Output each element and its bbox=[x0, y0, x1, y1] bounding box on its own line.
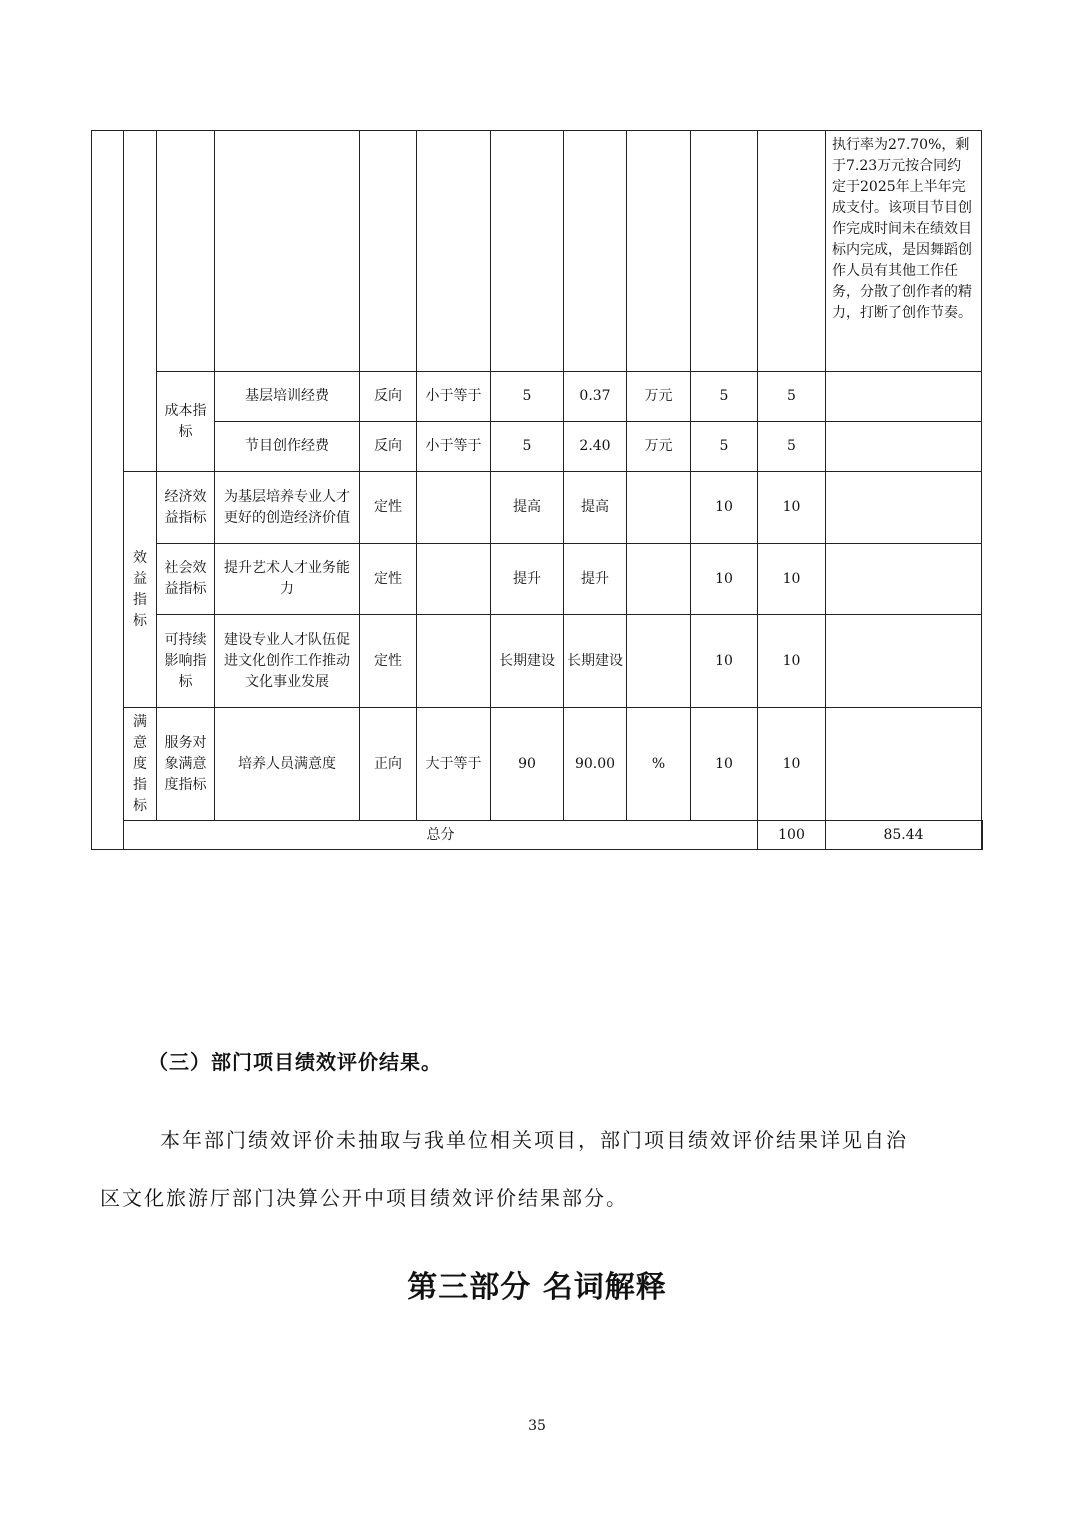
unit: % bbox=[627, 708, 691, 821]
sub-category: 服务对象满意度指标 bbox=[157, 708, 215, 821]
total-label: 总分 bbox=[124, 821, 758, 850]
weight: 5 bbox=[691, 422, 758, 472]
part-title: 第三部分 名词解释 bbox=[407, 1270, 667, 1305]
score: 5 bbox=[758, 422, 826, 472]
target-value: 5 bbox=[491, 422, 564, 472]
direction: 定性 bbox=[360, 615, 417, 708]
paragraph-line: 区文化旅游厅部门决算公开中项目绩效评价结果部分。 bbox=[100, 1186, 628, 1210]
table-row bbox=[92, 544, 983, 615]
weight: 10 bbox=[691, 544, 758, 615]
operator: 小于等于 bbox=[417, 422, 491, 472]
score: 10 bbox=[758, 544, 826, 615]
direction: 定性 bbox=[360, 544, 417, 615]
actual-value: 提高 bbox=[564, 472, 627, 544]
target-value: 提升 bbox=[491, 544, 564, 615]
table-cell bbox=[360, 131, 417, 372]
target-value: 长期建设 bbox=[491, 615, 564, 708]
direction: 反向 bbox=[360, 372, 417, 422]
actual-value: 2.40 bbox=[564, 422, 627, 472]
table-cell bbox=[826, 615, 982, 708]
weight: 10 bbox=[691, 708, 758, 821]
section-heading: （三）部门项目绩效评价结果。 bbox=[148, 1050, 442, 1074]
target-value: 90 bbox=[491, 708, 564, 821]
table-cell bbox=[758, 131, 826, 372]
unit: 万元 bbox=[627, 372, 691, 422]
target-value: 提高 bbox=[491, 472, 564, 544]
cost-category-cell: 成本指标 bbox=[157, 372, 215, 472]
indicator-name: 建设专业人才队伍促进文化创作工作推动文化事业发展 bbox=[215, 615, 360, 708]
total-weight: 100 bbox=[758, 821, 826, 850]
actual-value: 0.37 bbox=[564, 372, 627, 422]
satisfaction-category-cell: 满意度指标 bbox=[124, 708, 157, 821]
direction: 正向 bbox=[360, 708, 417, 821]
sub-category: 社会效益指标 bbox=[157, 544, 215, 615]
paragraph-line: 本年部门绩效评价未抽取与我单位相关项目，部门项目绩效评价结果详见自治 bbox=[160, 1128, 908, 1152]
table-row bbox=[92, 131, 983, 372]
operator bbox=[417, 615, 491, 708]
operator: 大于等于 bbox=[417, 708, 491, 821]
table-cell bbox=[215, 131, 360, 372]
explanation-note: 执行率为27.70%，剩于7.23万元按合同约定于2025年上半年完成支付。该项目节目创作完成时间未在绩效目标内完成，是因舞蹈创作人员有其他工作任务，分散了创作者的精力，打断了创作节奏。 bbox=[826, 131, 982, 372]
unit: 万元 bbox=[627, 422, 691, 472]
score: 10 bbox=[758, 615, 826, 708]
table-cell bbox=[124, 131, 157, 472]
actual-value: 90.00 bbox=[564, 708, 627, 821]
unit bbox=[627, 472, 691, 544]
weight: 10 bbox=[691, 472, 758, 544]
score: 10 bbox=[758, 708, 826, 821]
total-row bbox=[92, 821, 983, 850]
indicator-name: 为基层培养专业人才更好的创造经济价值 bbox=[215, 472, 360, 544]
table-cell bbox=[826, 422, 982, 472]
table-cell bbox=[982, 821, 983, 850]
score: 10 bbox=[758, 472, 826, 544]
actual-value: 提升 bbox=[564, 544, 627, 615]
performance-table bbox=[91, 130, 983, 850]
target-value: 5 bbox=[491, 372, 564, 422]
sub-category: 可持续影响指标 bbox=[157, 615, 215, 708]
table-row bbox=[92, 615, 983, 708]
table-cell bbox=[417, 131, 491, 372]
table-cell bbox=[92, 131, 124, 850]
table-cell bbox=[691, 131, 758, 372]
table-cell bbox=[627, 131, 691, 372]
table-row bbox=[92, 422, 983, 472]
table-cell bbox=[826, 708, 982, 821]
indicator-name: 节目创作经费 bbox=[215, 422, 360, 472]
direction: 定性 bbox=[360, 472, 417, 544]
unit bbox=[627, 544, 691, 615]
indicator-name: 培养人员满意度 bbox=[215, 708, 360, 821]
sub-category: 经济效益指标 bbox=[157, 472, 215, 544]
weight: 5 bbox=[691, 372, 758, 422]
table-cell bbox=[826, 472, 982, 544]
unit bbox=[627, 615, 691, 708]
score: 5 bbox=[758, 372, 826, 422]
operator: 小于等于 bbox=[417, 372, 491, 422]
direction: 反向 bbox=[360, 422, 417, 472]
table-cell bbox=[826, 372, 982, 422]
operator bbox=[417, 544, 491, 615]
table-row bbox=[92, 372, 983, 422]
table-cell bbox=[564, 131, 627, 372]
weight: 10 bbox=[691, 615, 758, 708]
actual-value: 长期建设 bbox=[564, 615, 627, 708]
benefit-category-cell: 效益指标 bbox=[124, 472, 157, 708]
table-cell bbox=[491, 131, 564, 372]
indicator-name: 基层培训经费 bbox=[215, 372, 360, 422]
total-score: 85.44 bbox=[826, 821, 982, 850]
operator bbox=[417, 472, 491, 544]
indicator-name: 提升艺术人才业务能力 bbox=[215, 544, 360, 615]
table-row bbox=[92, 472, 983, 544]
page-number: 35 bbox=[528, 1418, 546, 1434]
table-row bbox=[92, 708, 983, 821]
table-cell bbox=[826, 544, 982, 615]
table-cell bbox=[157, 131, 215, 372]
